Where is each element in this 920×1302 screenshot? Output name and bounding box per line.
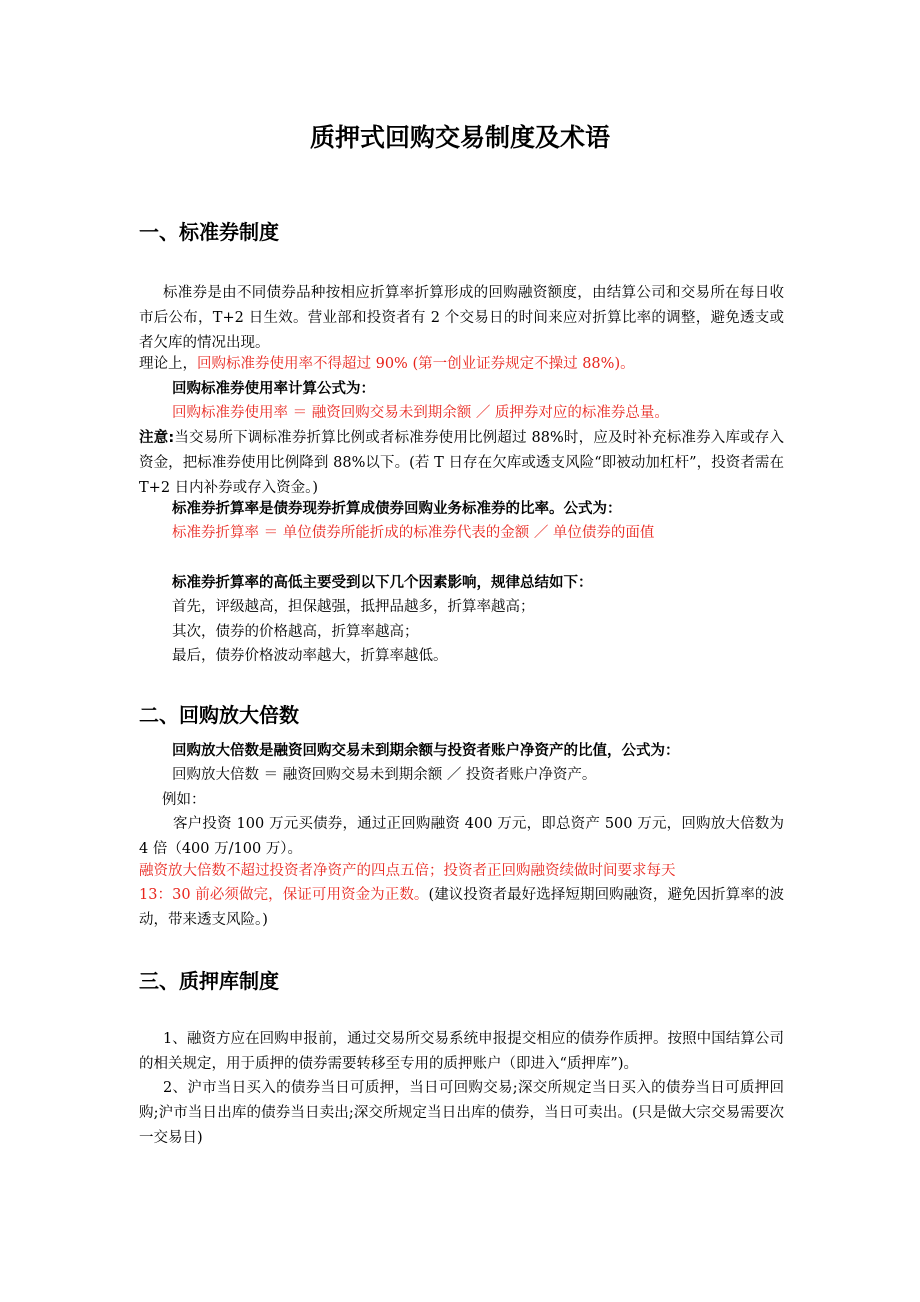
factor-item: 首先，评级越高，担保越强，抵押品越多，折算率越高； [172, 599, 535, 615]
formula-conversion: 标准券折算率 ＝ 单位债券所能折成的标准券代表的金额 ／ 单位债券的面值 [172, 525, 655, 541]
factor-item: 最后，债券价格波动率越大，折算率越低。 [172, 648, 448, 664]
leverage-rule-line1: 融资放大倍数不超过投资者净资产的四点五倍；投资者正回购融资续做时间要求每天 [139, 863, 676, 879]
pledge-item-2: 2、沪市当日买入的债券当日可质押，当日可回购交易;深交所规定当日买入的债券当日可质押回购;沪市当日出库的债券当日卖出;深交所规定当日出库的债券，当日可卖出。(只是做大宗交易需要次一交易日) [139, 1080, 784, 1146]
section-heading-leverage: 二、回购放大倍数 [139, 703, 299, 727]
formula-conversion-label: 标准券折算率是债券现券折算成债券回购业务标准券的比率。公式为： [172, 501, 622, 517]
formula-usage: 回购标准券使用率 ＝ 融资回购交易未到期余额 ／ 质押券对应的标准券总量。 [172, 405, 669, 421]
factor-item: 其次，债券的价格越高，折算率越高； [172, 624, 419, 640]
section-heading-pledge-warehouse: 三、质押库制度 [139, 969, 279, 993]
usage-limit-rule: 回购标准券使用率不得超过 90% (第一创业证券规定不操过 88%)。 [197, 356, 635, 372]
leverage-rule-advice: (建议投资者最好选择短期回购融资，避免因折算率的波动，带来透支风险。) [139, 887, 784, 928]
document-title: 质押式回购交易制度及术语 [309, 123, 610, 152]
usage-limit-lead: 理论上， [139, 356, 197, 372]
paragraph-standard-bond-intro: 标准券是由不同债券品种按相应折算率折算形成的回购融资额度，由结算公司和交易所在每日收市后公布，T+2 日生效。营业部和投资者有 2 个交易日的时间来应对折算比率的调整，避免透支或者欠库的情况出现。 [139, 285, 784, 351]
example-label: 例如： [162, 792, 206, 808]
leverage-rule-deadline: 13：30 前必须做完，保证可用资金为正数。 [139, 887, 429, 903]
example-text: 客户投资 100 万元买债券，通过正回购融资 400 万元，即总资产 500 万元，回购放大倍数为 4 倍（400 万/100 万）。 [139, 816, 784, 857]
leverage-definition: 回购放大倍数是融资回购交易未到期余额与投资者账户净资产的比值，公式为： [172, 743, 680, 759]
note-text: 当交易所下调标准券折算比例或者标准券使用比例超过 88%时，应及时补充标准券入库或存入资金，把标准券使用比例降到 88%以下。(若 T 日存在欠库或透支风险“即被动加杠杆”，投资者需在 T+2 日内补券或存入资金。) [139, 430, 784, 496]
factors-label: 标准券折算率的高低主要受到以下几个因素影响，规律总结如下： [172, 575, 593, 591]
note-label: 注意: [139, 430, 175, 446]
leverage-rule-line2 [139, 883, 784, 933]
formula-usage-label: 回购标准券使用率计算公式为： [172, 381, 375, 397]
paragraph-note [139, 426, 784, 501]
formula-leverage: 回购放大倍数 ＝ 融资回购交易未到期余额 ／ 投资者账户净资产。 [172, 767, 597, 783]
pledge-item-1: 1、融资方应在回购申报前，通过交易所交易系统申报提交相应的债券作质押。按照中国结算公司的相关规定，用于质押的债券需要转移至专用的质押账户（即进入“质押库”)。 [139, 1031, 784, 1072]
paragraph-usage-limit [139, 352, 784, 377]
section-heading-standard-bond: 一、标准券制度 [139, 220, 279, 244]
